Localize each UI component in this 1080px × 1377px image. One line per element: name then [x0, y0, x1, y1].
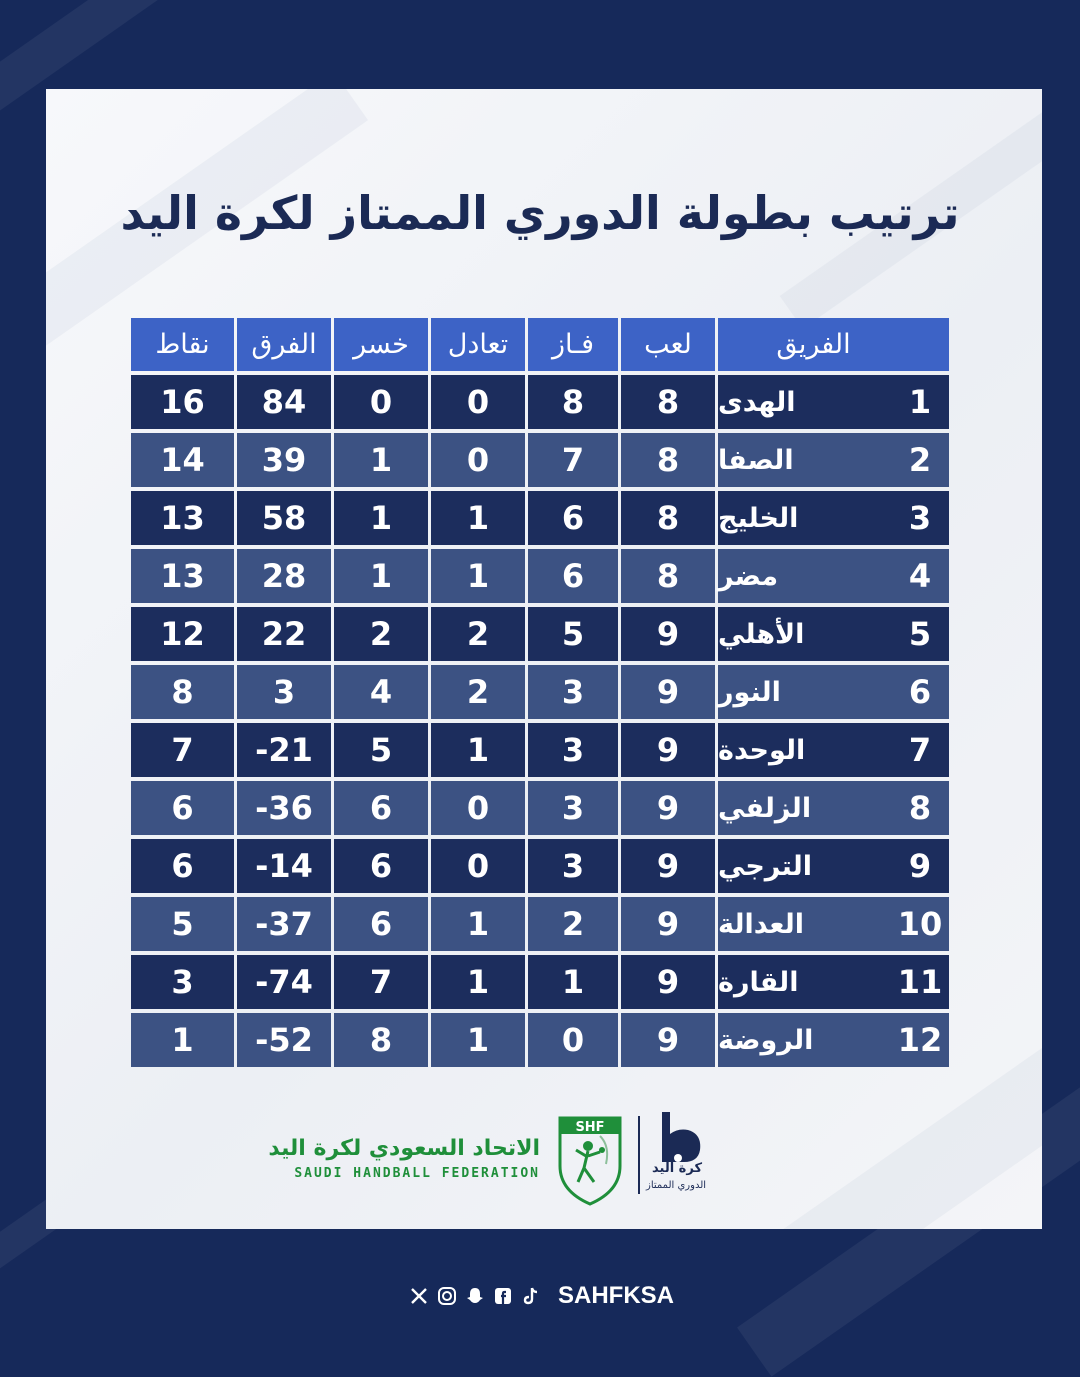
drawn-cell-value: 1 [466, 557, 490, 595]
rank: 11 [897, 963, 943, 1001]
rank: 9 [908, 847, 932, 885]
team-cell [718, 781, 949, 835]
drawn-cell [431, 839, 525, 893]
goal-diff-cell [237, 491, 331, 545]
lost-cell [334, 1013, 428, 1067]
rank: 1 [908, 383, 932, 421]
lost-cell [334, 491, 428, 545]
won-cell [528, 491, 618, 545]
social-bar [408, 1281, 674, 1311]
points-cell [131, 897, 234, 951]
drawn-cell [431, 375, 525, 429]
drawn-cell [431, 723, 525, 777]
won-cell [528, 375, 618, 429]
drawn-cell-value: 1 [466, 905, 490, 943]
tiktok-icon[interactable] [520, 1285, 542, 1307]
goal-diff-cell [237, 433, 331, 487]
table-row [131, 897, 949, 951]
played-cell [621, 781, 715, 835]
rank: 2 [908, 441, 932, 479]
goal-diff-cell-value: -52 [255, 1021, 313, 1059]
played-cell-value: 9 [656, 731, 680, 769]
played-cell [621, 607, 715, 661]
standings-table [131, 318, 949, 1071]
won-cell-value: 0 [561, 1021, 585, 1059]
points-cell [131, 723, 234, 777]
lost-cell-value: 1 [369, 557, 393, 595]
table-header [131, 318, 949, 371]
played-cell-value: 9 [656, 905, 680, 943]
goal-diff-cell-value: 58 [261, 499, 307, 537]
points-cell-value: 6 [171, 847, 194, 885]
played-cell-value: 9 [656, 673, 680, 711]
table-row [131, 491, 949, 545]
lost-cell-value: 5 [369, 731, 393, 769]
goal-diff-cell-value: -36 [255, 789, 313, 827]
won-cell-value: 5 [561, 615, 585, 653]
team-cell [718, 665, 949, 719]
drawn-cell-value: 0 [466, 383, 490, 421]
footer-logos [0, 1106, 1080, 1206]
played-cell [621, 491, 715, 545]
header-drawn: تعادل [431, 318, 525, 371]
team-name: الروضة [718, 1024, 814, 1056]
goal-diff-cell [237, 375, 331, 429]
lost-cell [334, 375, 428, 429]
drawn-cell-value: 0 [466, 441, 490, 479]
team-cell [718, 607, 949, 661]
lost-cell [334, 607, 428, 661]
lost-cell-value: 8 [369, 1021, 393, 1059]
goal-diff-cell-value: -21 [255, 731, 313, 769]
lost-cell-value: 1 [369, 499, 393, 537]
rank: 6 [908, 673, 932, 711]
lost-cell-value: 6 [369, 847, 393, 885]
lost-cell [334, 781, 428, 835]
played-cell [621, 955, 715, 1009]
logo-divider [638, 1116, 640, 1194]
team-cell [718, 1013, 949, 1067]
team-name: النور [718, 676, 781, 708]
drawn-cell [431, 781, 525, 835]
goal-diff-cell-value: 28 [261, 557, 307, 595]
won-cell-value: 3 [561, 847, 585, 885]
won-cell-value: 2 [561, 905, 585, 943]
drawn-cell [431, 433, 525, 487]
federation-logo-text: SHF [575, 1120, 605, 1135]
points-cell [131, 665, 234, 719]
won-cell-value: 1 [561, 963, 585, 1001]
won-cell [528, 607, 618, 661]
drawn-cell-value: 0 [466, 789, 490, 827]
x-icon[interactable] [408, 1285, 430, 1307]
team-cell [718, 723, 949, 777]
drawn-cell-value: 1 [466, 963, 490, 1001]
team-name: الوحدة [718, 734, 806, 766]
won-cell [528, 1013, 618, 1067]
played-cell [621, 433, 715, 487]
points-cell [131, 549, 234, 603]
points-cell-value: 14 [160, 441, 205, 479]
points-cell [131, 491, 234, 545]
lost-cell-value: 6 [369, 905, 393, 943]
played-cell [621, 839, 715, 893]
played-cell-value: 8 [656, 383, 680, 421]
points-cell [131, 375, 234, 429]
won-cell-value: 8 [561, 383, 585, 421]
goal-diff-cell [237, 723, 331, 777]
drawn-cell-value: 2 [466, 673, 490, 711]
lost-cell-value: 2 [369, 615, 393, 653]
won-cell-value: 7 [561, 441, 585, 479]
header-won: فـاز [528, 318, 618, 371]
points-cell-value: 13 [160, 557, 205, 595]
played-cell [621, 897, 715, 951]
lost-cell-value: 7 [369, 963, 393, 1001]
team-cell [718, 549, 949, 603]
points-cell-value: 5 [171, 905, 194, 943]
drawn-cell [431, 897, 525, 951]
goal-diff-cell [237, 549, 331, 603]
team-cell [718, 839, 949, 893]
played-cell [621, 665, 715, 719]
rank: 10 [897, 905, 943, 943]
lost-cell [334, 955, 428, 1009]
team-name: الصفا [718, 444, 794, 476]
header-points: نقاط [131, 318, 234, 371]
points-cell-value: 12 [160, 615, 205, 653]
table-body [131, 375, 949, 1067]
goal-diff-cell-value: -14 [255, 847, 313, 885]
lost-cell-value: 6 [369, 789, 393, 827]
points-cell-value: 6 [171, 789, 194, 827]
drawn-cell [431, 665, 525, 719]
snapchat-icon[interactable] [464, 1285, 486, 1307]
drawn-cell-value: 1 [466, 731, 490, 769]
goal-diff-cell [237, 897, 331, 951]
drawn-cell [431, 549, 525, 603]
facebook-icon[interactable] [492, 1285, 514, 1307]
drawn-cell [431, 955, 525, 1009]
team-name: العدالة [718, 908, 804, 940]
team-cell [718, 433, 949, 487]
points-cell-value: 16 [160, 383, 205, 421]
team-cell [718, 375, 949, 429]
lost-cell-value: 0 [369, 383, 393, 421]
instagram-icon[interactable] [436, 1285, 458, 1307]
points-cell [131, 781, 234, 835]
rank: 3 [908, 499, 932, 537]
played-cell [621, 375, 715, 429]
rank: 12 [897, 1021, 943, 1059]
played-cell [621, 549, 715, 603]
table-row [131, 375, 949, 429]
goal-diff-cell-value: -74 [255, 963, 313, 1001]
goal-diff-cell [237, 839, 331, 893]
played-cell-value: 9 [656, 615, 680, 653]
won-cell [528, 955, 618, 1009]
won-cell-value: 3 [561, 731, 585, 769]
won-cell-value: 3 [561, 789, 585, 827]
goal-diff-cell [237, 607, 331, 661]
goal-diff-cell [237, 1013, 331, 1067]
points-cell-value: 1 [171, 1021, 194, 1059]
won-cell [528, 433, 618, 487]
lost-cell [334, 897, 428, 951]
federation-name-en: SAUDI HANDBALL FEDERATION [294, 1166, 540, 1181]
table-row [131, 781, 949, 835]
lost-cell [334, 839, 428, 893]
drawn-cell-value: 1 [466, 1021, 490, 1059]
played-cell [621, 723, 715, 777]
played-cell-value: 8 [656, 557, 680, 595]
played-cell-value: 9 [656, 963, 680, 1001]
drawn-cell-value: 2 [466, 615, 490, 653]
social-handle[interactable]: SAHFKSA [558, 1282, 675, 1309]
table-row [131, 607, 949, 661]
table-row [131, 549, 949, 603]
played-cell [621, 1013, 715, 1067]
points-cell [131, 433, 234, 487]
page-title: ترتيب بطولة الدوري الممتاز لكرة اليد [120, 186, 960, 240]
team-name: الخليج [718, 502, 799, 534]
goal-diff-cell-value: -37 [255, 905, 313, 943]
points-cell-value: 13 [160, 499, 205, 537]
won-cell-value: 6 [561, 557, 585, 595]
table-row [131, 955, 949, 1009]
played-cell-value: 9 [656, 847, 680, 885]
points-cell-value: 7 [171, 731, 194, 769]
federation-name-ar: الاتحاد السعودي لكرة اليد [268, 1136, 540, 1161]
won-cell [528, 781, 618, 835]
team-cell [718, 897, 949, 951]
lost-cell [334, 723, 428, 777]
goal-diff-cell [237, 955, 331, 1009]
won-cell [528, 839, 618, 893]
team-name: الترجي [718, 850, 812, 882]
drawn-cell [431, 607, 525, 661]
team-name: الأهلي [718, 618, 805, 650]
won-cell [528, 897, 618, 951]
table-row [131, 839, 949, 893]
team-name: القارة [718, 966, 799, 998]
team-cell [718, 491, 949, 545]
lost-cell [334, 665, 428, 719]
goal-diff-cell [237, 781, 331, 835]
points-cell-value: 8 [171, 673, 194, 711]
played-cell-value: 8 [656, 499, 680, 537]
goal-diff-cell-value: 22 [261, 615, 307, 653]
table-row [131, 1013, 949, 1067]
points-cell [131, 839, 234, 893]
won-cell-value: 6 [561, 499, 585, 537]
won-cell-value: 3 [561, 673, 585, 711]
drawn-cell [431, 1013, 525, 1067]
team-name: الهدى [718, 386, 796, 418]
drawn-cell-value: 0 [466, 847, 490, 885]
points-cell [131, 607, 234, 661]
played-cell-value: 8 [656, 441, 680, 479]
league-subname: الدوري الممتاز [646, 1180, 707, 1191]
points-cell [131, 1013, 234, 1067]
points-cell-value: 3 [171, 963, 194, 1001]
rank: 8 [908, 789, 932, 827]
header-lost: خسر [334, 318, 428, 371]
goal-diff-cell [237, 665, 331, 719]
played-cell-value: 9 [656, 1021, 680, 1059]
lost-cell-value: 1 [369, 441, 393, 479]
drawn-cell-value: 1 [466, 499, 490, 537]
won-cell [528, 549, 618, 603]
federation-logo [550, 1106, 630, 1206]
goal-diff-cell-value: 84 [261, 383, 307, 421]
rank: 5 [908, 615, 932, 653]
table-row [131, 433, 949, 487]
points-cell [131, 955, 234, 1009]
goal-diff-cell-value: 3 [272, 673, 296, 711]
goal-diff-cell-value: 39 [261, 441, 307, 479]
won-cell [528, 665, 618, 719]
team-cell [718, 955, 949, 1009]
header-played: لعب [621, 318, 715, 371]
team-name: مضر [718, 560, 779, 592]
rank: 4 [908, 557, 932, 595]
rank: 7 [908, 731, 932, 769]
header-team: الفريق [718, 318, 949, 371]
header-goal-diff: الفرق [237, 318, 331, 371]
lost-cell [334, 433, 428, 487]
played-cell-value: 9 [656, 789, 680, 827]
drawn-cell [431, 491, 525, 545]
lost-cell [334, 549, 428, 603]
team-name: الزلفي [718, 792, 812, 824]
league-name: كرة اليد [652, 1161, 703, 1176]
lost-cell-value: 4 [369, 673, 393, 711]
table-row [131, 723, 949, 777]
table-row [131, 665, 949, 719]
won-cell [528, 723, 618, 777]
